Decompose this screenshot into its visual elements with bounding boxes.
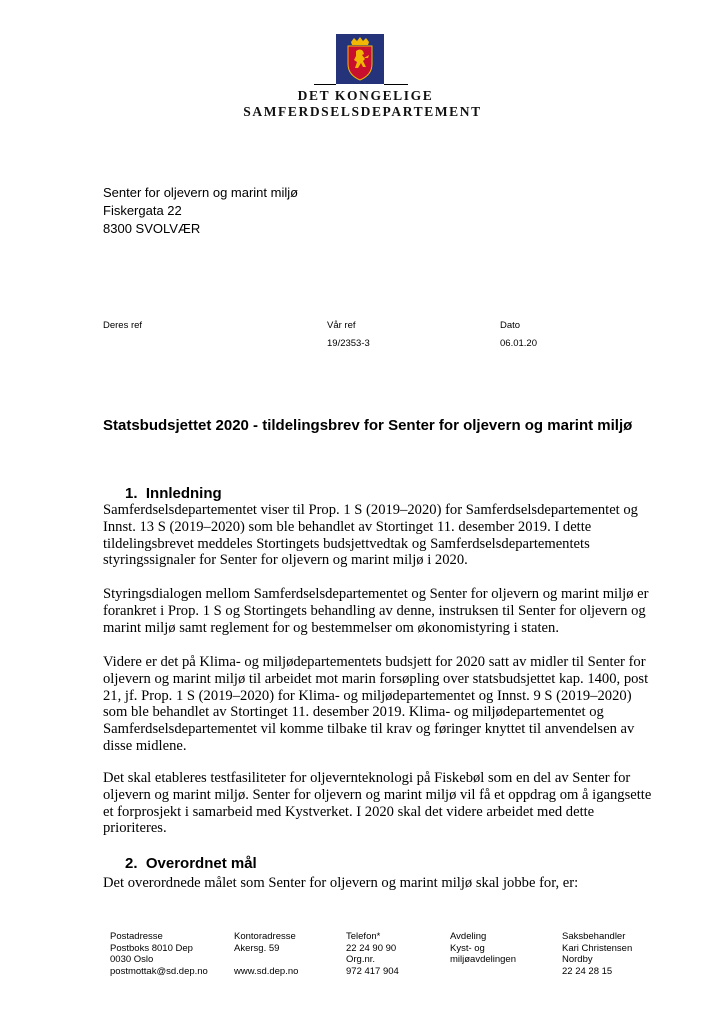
footer-value: 22 24 28 15 [562,965,613,977]
section-title: Overordnet mål [145,855,257,872]
paragraph-4 [103,770,663,837]
paragraph-line: tildelingsbrevet meddeles Stortingets budsjettvedtak og Samferdselsdepartementets [103,535,590,552]
paragraph-line: forankret i Prop. 1 S og Stortingets behandling av denne, instruksen til Senter for oljevern og [103,602,646,619]
dato-value: 06.01.20 [500,338,537,349]
section-heading-innledning [125,485,222,502]
paragraph-line: 21, jf. Prop. 1 S (2019–2020) for Klima- og miljødepartementet og Innst. 9 S (2019–2020) [103,687,632,704]
paragraph-line: Samferdselsdepartementet vil komme tilbake til krav og føringer knyttet til anvendelsen av [103,721,635,738]
footer-telefon [346,931,399,977]
footer-value: 972 417 904 [346,965,399,977]
footer-website-link[interactable]: www.sd.dep.no [234,965,299,977]
footer-label: Org.nr. [346,954,376,966]
footer-value [234,954,298,966]
letter-title: Statsbudsjettet 2020 - tildelingsbrev for Senter for oljevern og marint miljø [103,417,633,434]
footer-value: miljøavdelingen [450,954,517,966]
paragraph-5 [103,875,663,892]
footer-value: Kari Christensen [562,942,633,954]
footer-value: Nordby [562,954,593,966]
paragraph-line: Det skal etableres testfasiliteter for oljevernteknologi på Fiskebøl som en del av Senter for [103,770,631,786]
recipient-street: Fiskergata 22 [103,203,182,218]
footer-label: Saksbehandler [562,931,626,942]
paragraph-line: marint miljø samt reglement for og bestemmelser om økonomistyring i staten. [103,619,559,636]
footer-value: Kyst- og [450,942,485,954]
paragraph-line: Det overordnede målet som Senter for oljevern og marint miljø skal jobbe for, er: [103,875,579,891]
header-rule-right [384,84,408,85]
section-number: 2. [125,855,138,872]
paragraph-line: Videre er det på Klima- og miljødepartementets budsjett for 2020 satt av midler til Senter for [103,654,646,670]
department-name-line2: SAMFERDSELSDEPARTEMENT [243,104,482,119]
paragraph-line: oljevern og marint miljø til arbeidet mot marin forsøpling over statsbudsjettet kap. 1400, post [103,670,649,687]
footer-kontoradresse [234,931,298,977]
section-heading-overordnet-mal [125,855,257,872]
norwegian-coat-of-arms-icon [336,34,384,84]
header-rule-left [314,84,336,85]
recipient-name: Senter for oljevern og marint miljø [103,185,299,200]
paragraph-2 [103,586,663,636]
footer-saksbehandler [562,931,632,977]
paragraph-line: Styringsdialogen mellom Samferdselsdepartementet og Senter for oljevern og marint miljø er [103,586,649,602]
var-ref-label: Vår ref [327,320,356,331]
paragraph-line: Innst. 13 S (2019–2020) som ble behandlet av Stortinget 11. desember 2019. I dette [103,518,592,535]
paragraph-line: prioriteres. [103,820,167,837]
paragraph-line: som ble behandlet av Stortinget 11. desember 2019. Klima- og miljødepartementet og [103,704,604,721]
section-number: 1. [125,485,138,502]
paragraph-line: disse midlene. [103,737,187,754]
footer-label: Postadresse [110,931,163,942]
footer-value: Akersg. 59 [234,942,280,954]
footer-value: Postboks 8010 Dep [110,942,193,954]
paragraph-line: oljevern og marint miljø. Senter for oljevern og marint miljø vil få et oppdrag om å igangsette [103,786,652,803]
paragraph-line: styringssignaler for Senter for oljevern og marint miljø i 2020. [103,552,468,569]
deres-ref-label: Deres ref [103,320,143,331]
footer-label: Telefon* [346,931,381,942]
footer-value: 22 24 90 90 [346,942,397,954]
footer-value [450,966,516,978]
footer-label: Kontoradresse [234,931,296,942]
dato-label: Dato [500,320,521,331]
footer-email-link[interactable]: postmottak@sd.dep.no [110,965,208,977]
section-title: Innledning [145,485,222,502]
recipient-postal: 8300 SVOLVÆR [103,221,201,236]
footer-label: Avdeling [450,931,487,942]
paragraph-3 [103,654,663,755]
footer-postadresse [110,931,208,977]
footer-value: 0030 Oslo [110,954,154,966]
paragraph-1 [103,502,663,569]
var-ref-value: 19/2353-3 [327,338,370,349]
recipient-address [103,184,298,238]
footer-avdeling [450,931,516,977]
paragraph-line: et forprosjekt i samarbeid med Kystverket. I 2020 skal det videre arbeidet med dette [103,803,595,820]
department-name-line1: DET KONGELIGE [297,88,434,103]
paragraph-line: Samferdselsdepartementet viser til Prop. 1 S (2019–2020) for Samferdselsdepartementet og [103,502,638,518]
